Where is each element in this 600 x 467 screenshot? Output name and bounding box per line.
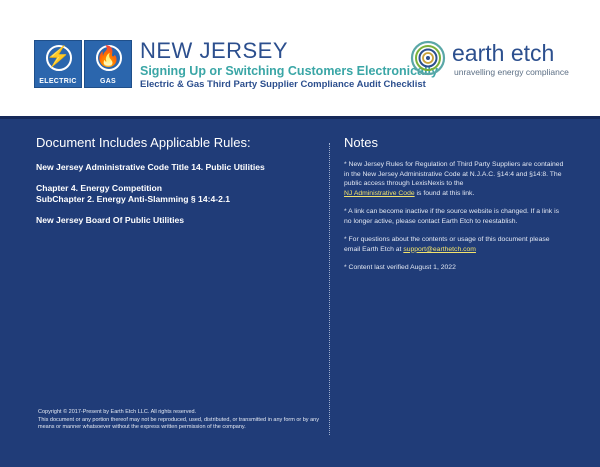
copyright-footer xyxy=(38,409,328,432)
page-title: NEW JERSEY xyxy=(140,38,289,63)
column-divider xyxy=(329,143,330,435)
rule-item: New Jersey Board Of Public Utilities xyxy=(36,215,185,225)
electric-badge-label: ELECTRIC xyxy=(39,78,77,85)
support-email-link[interactable]: support@earthetch.com xyxy=(403,245,476,253)
note-item: * Content last verified August 1, 2022 xyxy=(344,264,456,271)
page-subtitle: Signing Up or Switching Customers Electronically xyxy=(140,64,438,78)
notes-section xyxy=(344,135,566,282)
electric-badge xyxy=(34,40,82,88)
brand-tagline: unravelling energy compliance xyxy=(454,67,569,77)
gas-badge xyxy=(84,40,132,88)
note-text: * For questions about the contents or usage of this document please email Earth Etch at xyxy=(344,236,550,253)
note-text: is found at this link. xyxy=(414,189,475,197)
notes-heading: Notes xyxy=(344,135,378,150)
note-item: * A link can become inactive if the source website is changed. If a link is no longer active, please contact Earth Etch to reestablish. xyxy=(344,208,559,225)
rule-item: SubChapter 2. Energy Anti-Slamming § 14:4-2.1 xyxy=(36,194,231,204)
copyright-line: Copyright © 2017-Present by Earth Etch LLC. All rights reserved. xyxy=(38,409,197,415)
note-item xyxy=(344,160,566,198)
copyright-notice: This document or any portion thereof may not be reproduced, used, distributed, or transmitted in any form or by any means or manner whatsoever without the express written permission of the company. xyxy=(38,416,319,430)
content-panel xyxy=(0,116,600,467)
header xyxy=(0,0,600,116)
gas-badge-label: GAS xyxy=(99,78,117,85)
rules-heading: Document Includes Applicable Rules: xyxy=(36,135,251,150)
rule-item: Chapter 4. Energy Competition xyxy=(36,183,163,193)
lightning-icon: ⚡ xyxy=(45,46,71,68)
spiral-logo-icon xyxy=(410,40,446,76)
note-text: * New Jersey Rules for Regulation of Third Party Suppliers are contained in the New Jersey Administrative Code at N.J.A.C. §14:4 and §14:8. The public access through LexisNexis to the xyxy=(344,161,564,187)
flame-icon: 🔥 xyxy=(95,46,121,68)
note-item xyxy=(344,235,566,254)
brand-name: earth etch xyxy=(452,40,555,66)
rule-item: New Jersey Administrative Code Title 14. Public Utilities xyxy=(36,162,265,172)
nj-admin-code-link[interactable]: NJ Administrative Code xyxy=(344,189,415,197)
rules-section xyxy=(36,135,316,226)
page-subtitle-secondary: Electric & Gas Third Party Supplier Compliance Audit Checklist xyxy=(140,79,426,90)
